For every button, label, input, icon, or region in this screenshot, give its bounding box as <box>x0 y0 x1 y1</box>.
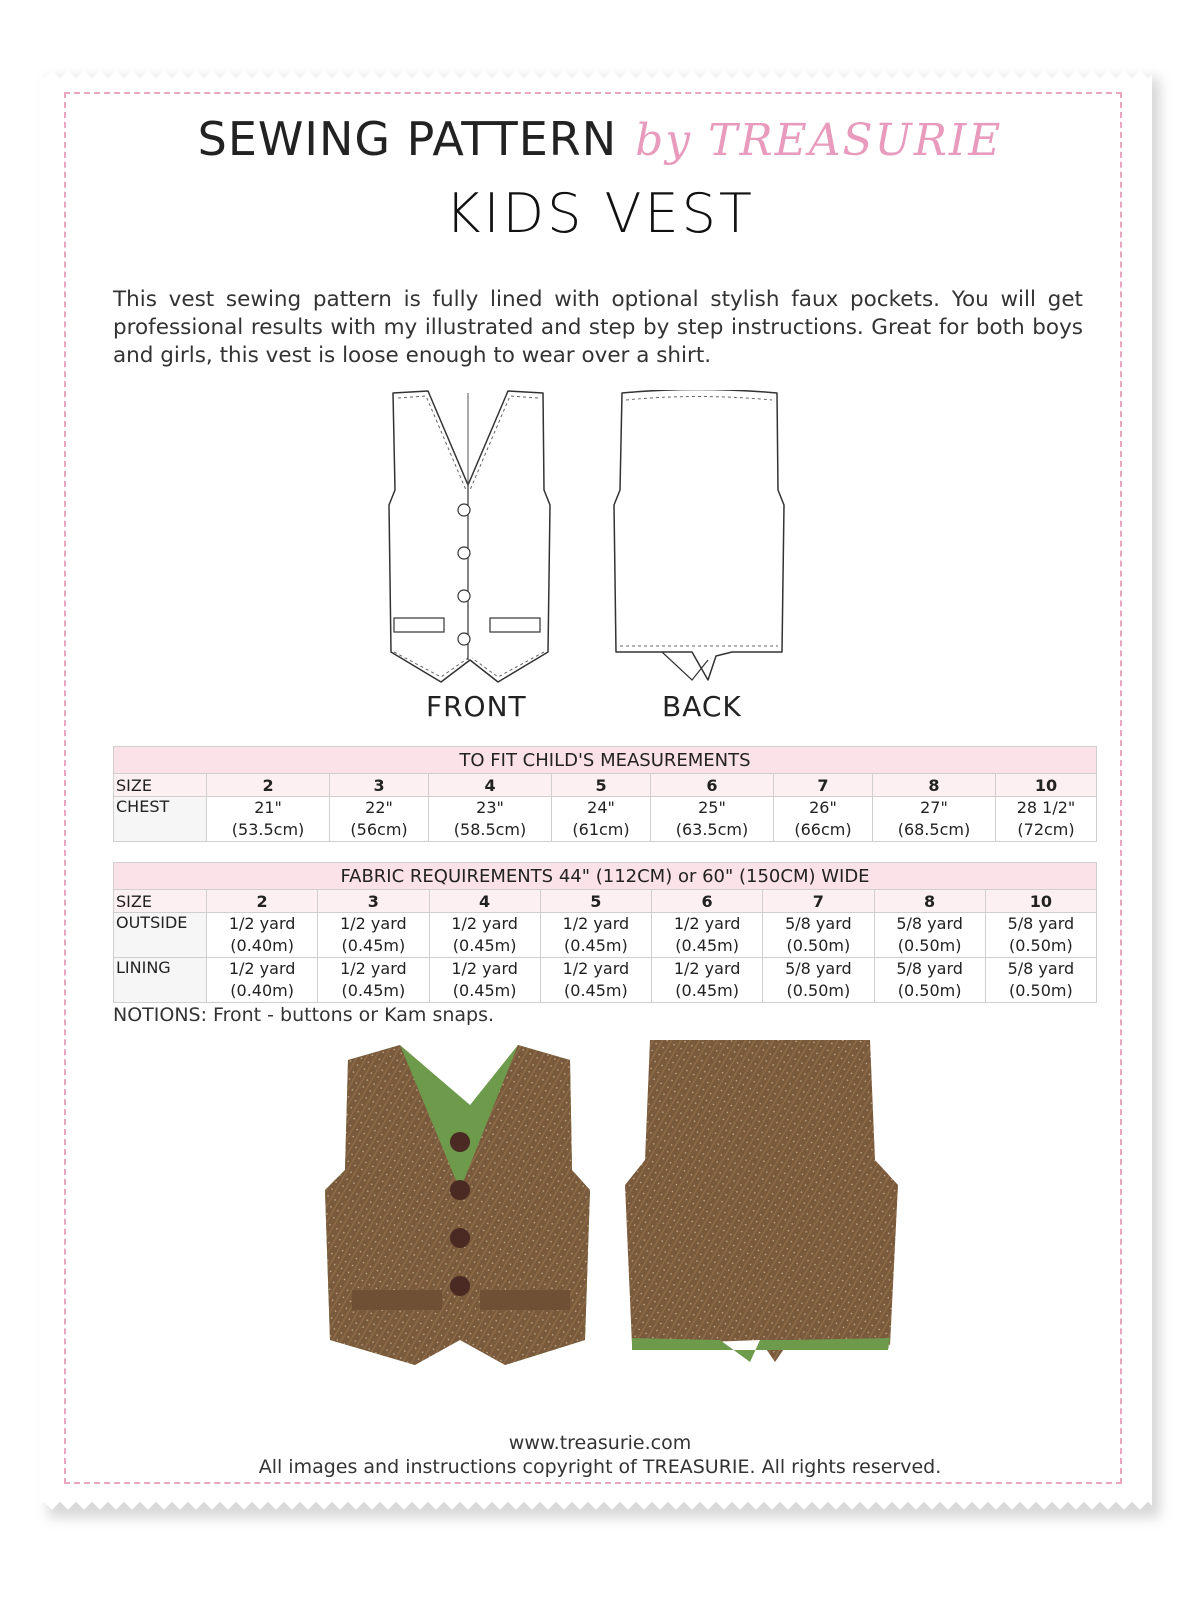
chest-in-cell: 28 1/2" <box>996 797 1097 820</box>
size-cell: 2 <box>207 890 318 913</box>
front-vest-photo <box>325 1045 590 1365</box>
table-row <box>114 980 1097 1003</box>
chest-in-cell: 24" <box>552 797 651 820</box>
chest-in-cell: 26" <box>774 797 873 820</box>
outside-yard-cell: 5/8 yard <box>763 913 874 936</box>
back-vest-drawing <box>612 390 787 685</box>
chest-in-cell: 21" <box>207 797 330 820</box>
outside-m-cell: (0.50m) <box>763 935 874 958</box>
lining-m-cell: (0.50m) <box>985 980 1096 1003</box>
lining-m-cell: (0.50m) <box>763 980 874 1003</box>
lining-yard-cell: 5/8 yard <box>763 958 874 981</box>
chest-in-cell: 23" <box>428 797 551 820</box>
vest-photos <box>320 1040 920 1380</box>
size-cell: 8 <box>872 774 995 797</box>
pattern-description: This vest sewing pattern is fully lined with optional stylish faux pockets. You will get professional results with my illustrated and step by step instructions. Great for both boys and girls, this vest is loose enough to wear over a shirt. <box>113 287 1083 368</box>
measurements-caption: TO FIT CHILD'S MEASUREMENTS <box>114 747 1097 774</box>
pattern-name: KIDS VEST <box>445 182 755 245</box>
outside-m-cell: (0.50m) <box>874 935 985 958</box>
title-row <box>0 112 1200 166</box>
button-icon <box>450 1276 470 1296</box>
chest-cm-cell: (72cm) <box>996 819 1097 842</box>
brand-name: by TREASURIE <box>635 115 1003 166</box>
back-vest-photo <box>625 1040 898 1362</box>
lining-yard-cell: 1/2 yard <box>652 958 763 981</box>
outside-yard-cell: 1/2 yard <box>318 913 429 936</box>
size-cell: 7 <box>763 890 874 913</box>
lining-yard-cell: 5/8 yard <box>985 958 1096 981</box>
page-title: SEWING PATTERN <box>197 112 618 166</box>
outside-yard-cell: 1/2 yard <box>652 913 763 936</box>
chest-cm-cell: (66cm) <box>774 819 873 842</box>
chest-cm-cell: (63.5cm) <box>650 819 773 842</box>
size-cell: 5 <box>540 890 651 913</box>
outside-label: OUTSIDE <box>114 913 207 958</box>
size-cell: 3 <box>318 890 429 913</box>
outside-yard-cell: 1/2 yard <box>540 913 651 936</box>
lining-label: LINING <box>114 958 207 1003</box>
table-row <box>114 913 1097 936</box>
lining-m-cell: (0.45m) <box>540 980 651 1003</box>
notions-text: NOTIONS: Front - buttons or Kam snaps. <box>113 1004 495 1026</box>
table-row <box>114 774 1097 797</box>
lining-m-cell: (0.45m) <box>652 980 763 1003</box>
outside-yard-cell: 5/8 yard <box>874 913 985 936</box>
size-cell: 10 <box>985 890 1096 913</box>
lining-m-cell: (0.40m) <box>207 980 318 1003</box>
chest-in-cell: 22" <box>330 797 429 820</box>
copyright-notice: All images and instructions copyright of TREASURIE. All rights reserved. <box>258 1456 942 1478</box>
size-cell: 6 <box>652 890 763 913</box>
lining-yard-cell: 5/8 yard <box>874 958 985 981</box>
size-cell: 6 <box>650 774 773 797</box>
chest-cm-cell: (56cm) <box>330 819 429 842</box>
lining-yard-cell: 1/2 yard <box>429 958 540 981</box>
lining-m-cell: (0.45m) <box>318 980 429 1003</box>
table-row <box>114 797 1097 820</box>
outside-m-cell: (0.45m) <box>429 935 540 958</box>
size-label: SIZE <box>114 774 207 797</box>
lining-m-cell: (0.50m) <box>874 980 985 1003</box>
chest-in-cell: 25" <box>650 797 773 820</box>
size-cell: 4 <box>429 890 540 913</box>
chest-cm-cell: (53.5cm) <box>207 819 330 842</box>
button-icon <box>450 1132 470 1152</box>
size-cell: 10 <box>996 774 1097 797</box>
chest-in-cell: 27" <box>872 797 995 820</box>
front-vest-drawing <box>378 390 563 685</box>
size-cell: 4 <box>428 774 551 797</box>
table-row <box>114 935 1097 958</box>
chest-cm-cell: (68.5cm) <box>872 819 995 842</box>
outside-m-cell: (0.45m) <box>540 935 651 958</box>
size-cell: 8 <box>874 890 985 913</box>
lining-yard-cell: 1/2 yard <box>207 958 318 981</box>
lining-yard-cell: 1/2 yard <box>540 958 651 981</box>
size-cell: 5 <box>552 774 651 797</box>
button-icon <box>450 1180 470 1200</box>
lining-yard-cell: 1/2 yard <box>318 958 429 981</box>
size-label: SIZE <box>114 890 207 913</box>
button-icon <box>450 1228 470 1248</box>
fabric-caption: FABRIC REQUIREMENTS 44" (112CM) or 60" (150CM) WIDE <box>114 863 1097 890</box>
outside-m-cell: (0.45m) <box>318 935 429 958</box>
fabric-requirements-table <box>113 862 1097 1003</box>
outside-m-cell: (0.40m) <box>207 935 318 958</box>
chest-cm-cell: (61cm) <box>552 819 651 842</box>
outside-yard-cell: 1/2 yard <box>207 913 318 936</box>
website-url[interactable]: www.treasurie.com <box>508 1432 692 1454</box>
outside-yard-cell: 1/2 yard <box>429 913 540 936</box>
size-cell: 7 <box>774 774 873 797</box>
table-row <box>114 819 1097 842</box>
chest-cm-cell: (58.5cm) <box>428 819 551 842</box>
outside-m-cell: (0.45m) <box>652 935 763 958</box>
measurements-table <box>113 746 1097 842</box>
table-row <box>114 890 1097 913</box>
size-cell: 2 <box>207 774 330 797</box>
table-row <box>114 958 1097 981</box>
size-cell: 3 <box>330 774 429 797</box>
lining-m-cell: (0.45m) <box>429 980 540 1003</box>
back-label: BACK <box>662 690 742 723</box>
outside-yard-cell: 5/8 yard <box>985 913 1096 936</box>
outside-m-cell: (0.50m) <box>985 935 1096 958</box>
front-label: FRONT <box>426 690 527 723</box>
chest-label: CHEST <box>114 797 207 842</box>
